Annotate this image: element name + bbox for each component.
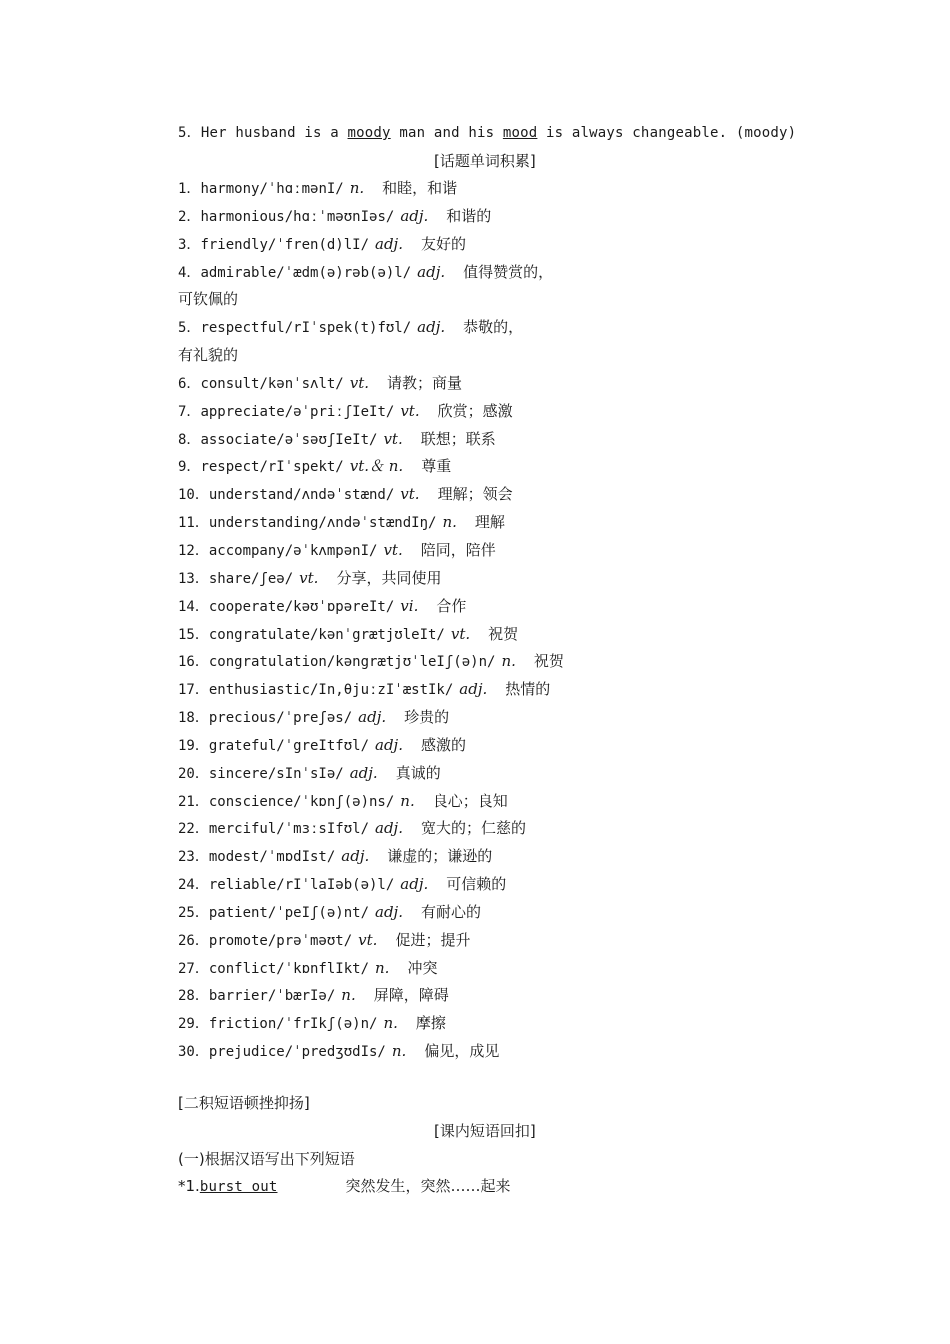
vocab-word: prejudice/ˈpredʒʊdIs/ [208, 1044, 386, 1061]
sentence-middle: man and his [390, 125, 503, 141]
vocab-meaning: 真诚的 [395, 763, 441, 782]
vocab-word: share/ʃeə/ [208, 570, 294, 587]
vocab-meaning: 摩擦 [415, 1014, 446, 1033]
phrase-answer: burst out [199, 1179, 278, 1195]
vocab-word: accompany/əˈkʌmpənI/ [208, 542, 378, 559]
vocab-number: 19． [178, 737, 209, 754]
vocab-part-of-speech: n. [442, 513, 457, 532]
vocab-part-of-speech: vt. [349, 373, 370, 392]
section2-heading: [二积短语顿挫抑扬] [178, 1094, 310, 1112]
vocab-word: promote/prəˈməʊt/ [208, 932, 353, 949]
vocab-meaning: 合作 [436, 596, 467, 615]
vocab-item [178, 902, 798, 930]
vocab-number: 30． [178, 1044, 209, 1061]
vocab-part-of-speech: vt. [383, 540, 403, 559]
vocab-word: conscience/ˈkɒnʃ(ə)ns/ [208, 793, 395, 810]
answer-mood: mood [502, 125, 538, 141]
vocab-item [178, 456, 798, 484]
vocab-item [178, 763, 798, 791]
vocab-number: 12． [178, 542, 209, 559]
vocab-number: 5． [178, 320, 201, 337]
vocab-part-of-speech: adj. [417, 318, 446, 337]
vocab-meaning: 祝贺 [533, 652, 564, 671]
vocab-word: sincere/sInˈsIə/ [208, 765, 344, 782]
vocab-meaning: 感激的 [420, 735, 466, 754]
vocab-word: conflict/ˈkɒnflIkt/ [208, 960, 370, 977]
vocab-part-of-speech: adj. [375, 735, 403, 754]
vocab-meaning: 和谐的 [446, 206, 492, 225]
example-sentence-5 [178, 123, 796, 143]
vocab-meaning: 珍贵的 [404, 708, 450, 727]
vocab-item [178, 401, 798, 429]
vocab-item [178, 624, 798, 652]
vocab-number: 8． [178, 431, 201, 448]
vocab-part-of-speech: adj. [375, 819, 403, 838]
vocab-number: 26． [178, 932, 209, 949]
vocab-number: 3． [178, 236, 201, 253]
vocab-part-of-speech: adj. [459, 680, 488, 699]
vocab-item [178, 512, 798, 540]
vocab-part-of-speech: adj. [349, 763, 378, 782]
vocab-meaning: 请教；商量 [387, 373, 463, 392]
vocab-number: 1． [178, 181, 201, 197]
vocab-list [178, 178, 798, 1069]
vocab-part-of-speech: adj. [375, 234, 403, 253]
vocab-item [178, 1041, 798, 1069]
vocab-meaning: 偏见，成见 [424, 1042, 500, 1061]
vocab-number: 27． [178, 960, 209, 977]
vocab-part-of-speech: vt. [383, 429, 403, 448]
vocab-number: 16． [178, 654, 209, 671]
vocab-item [178, 540, 798, 568]
vocab-number: 7． [178, 403, 201, 420]
phrases-heading: [课内短语回扣] [434, 1122, 536, 1140]
vocab-part-of-speech: n. [341, 986, 356, 1005]
vocab-number: 23． [178, 849, 209, 866]
vocab-number: 13． [178, 570, 209, 587]
vocab-number: 14． [178, 598, 209, 615]
vocab-number: 28． [178, 988, 209, 1005]
vocab-item [178, 178, 798, 206]
vocab-meaning: 祝贺 [488, 624, 519, 643]
vocab-word: patient/ˈpeIʃ(ə)nt/ [208, 904, 370, 921]
vocab-number: 20． [178, 765, 209, 782]
vocab-part-of-speech: vt. [450, 624, 471, 643]
vocab-word: respect/rIˈspekt/ [200, 459, 344, 476]
vocab-number: 21． [178, 793, 209, 810]
vocab-word: congratulate/kənˈgrætjʊleIt/ [208, 626, 445, 643]
vocab-word: modest/ˈmɒdIst/ [208, 849, 336, 866]
vocab-item [178, 707, 798, 735]
vocab-number: 25． [178, 904, 209, 921]
vocab-number: 11． [178, 515, 209, 532]
vocab-word: harmony/ˈhɑːmənI/ [200, 181, 344, 197]
vocab-part-of-speech: n. [391, 1042, 407, 1061]
vocab-word: understand/ʌndəˈstænd/ [208, 487, 395, 504]
vocab-part-of-speech: adj. [341, 847, 370, 866]
vocab-word: friction/ˈfrIkʃ(ə)n/ [208, 1016, 378, 1033]
vocab-meaning: 恭敬的， [463, 318, 524, 337]
vocab-meaning: 和睦，和谐 [382, 179, 458, 197]
vocab-part-of-speech: vt. [358, 930, 378, 949]
vocab-meaning-continued: 可钦佩的 [178, 290, 239, 309]
vocab-meaning: 理解；领会 [437, 485, 513, 504]
vocab-word: harmonious/hɑːˈməʊnIəs/ [200, 208, 395, 225]
vocab-part-of-speech: n. [349, 179, 365, 197]
vocab-meaning: 陪同，陪伴 [420, 540, 496, 559]
vocab-meaning: 谦虚的；谦逊的 [387, 847, 493, 866]
vocab-meaning: 值得赞赏的， [463, 262, 554, 281]
vocab-meaning: 冲突 [407, 958, 438, 977]
vocab-part-of-speech: adj. [400, 206, 429, 225]
sentence-prefix: 5．Her husband is a [178, 125, 348, 141]
vocab-number: 9． [178, 459, 201, 476]
vocab-item [178, 818, 798, 846]
vocab-item [178, 429, 798, 457]
vocab-word: congratulation/kəngrætjʊˈleIʃ(ə)n/ [208, 654, 496, 671]
answer-moody: moody [347, 125, 391, 141]
vocab-item [178, 985, 798, 1013]
phrase-number: *1. [178, 1177, 200, 1195]
vocab-item [178, 373, 798, 401]
vocab-word: grateful/ˈgreItfʊl/ [208, 737, 370, 754]
vocab-word: enthusiastic/In,θjuːzIˈæstIk/ [208, 682, 454, 699]
vocab-number: 2． [178, 208, 201, 225]
vocab-number: 24． [178, 877, 209, 894]
vocab-word: cooperate/kəʊˈɒpəreIt/ [208, 598, 395, 615]
vocab-item [178, 735, 798, 763]
vocab-part-of-speech: n. [501, 652, 516, 671]
vocab-meaning: 理解 [474, 513, 505, 532]
vocab-item [178, 568, 798, 596]
vocab-part-of-speech: adj. [400, 875, 429, 894]
vocab-part-of-speech: vt.＆ n. [349, 457, 404, 476]
vocab-word: merciful/ˈmɜːsIfʊl/ [208, 821, 370, 838]
vocab-word: respectful/rIˈspek(t)fʊl/ [200, 320, 412, 337]
vocab-word: associate/əˈsəʊʃIeIt/ [200, 431, 378, 448]
vocab-meaning: 宽大的；仁慈的 [420, 819, 526, 838]
vocab-number: 10． [178, 487, 209, 504]
vocab-item [178, 651, 798, 679]
vocab-item [178, 317, 798, 345]
vocab-item [178, 1013, 798, 1041]
vocab-part-of-speech: n. [400, 791, 415, 810]
vocab-number: 4． [178, 264, 201, 281]
vocab-part-of-speech: vi. [400, 596, 419, 615]
vocab-part-of-speech: adj. [417, 262, 446, 281]
vocab-item [178, 596, 798, 624]
vocab-meaning: 热情的 [505, 680, 551, 699]
vocab-part-of-speech: n. [383, 1014, 398, 1033]
vocab-word: barrier/ˈbærIə/ [208, 988, 336, 1005]
vocab-part-of-speech: vt. [400, 485, 420, 504]
vocab-word: friendly/ˈfren(d)lI/ [200, 236, 370, 253]
vocab-meaning: 促进；提升 [395, 930, 471, 949]
vocab-meaning-continued: 有礼貌的 [178, 346, 239, 365]
vocab-number: 6． [178, 375, 201, 392]
vocab-meaning: 良心；良知 [432, 791, 508, 810]
phrase-meaning: 突然发生，突然……起来 [345, 1177, 511, 1195]
vocab-item [178, 930, 798, 958]
vocab-meaning: 有耐心的 [420, 902, 481, 921]
vocab-word: understanding/ʌndəˈstændIŋ/ [208, 515, 437, 532]
sentence-suffix: is always changeable. (moody) [537, 125, 797, 141]
vocab-item [178, 874, 798, 902]
vocab-number: 17． [178, 682, 209, 699]
exercise-instruction: (一)根据汉语写出下列短语 [178, 1150, 355, 1168]
vocab-number: 29． [178, 1016, 209, 1033]
vocab-number: 22． [178, 821, 209, 838]
vocab-item [178, 679, 798, 707]
vocab-meaning: 尊重 [421, 457, 452, 476]
phrase-item-1 [178, 1176, 511, 1197]
vocab-word: appreciate/əˈpriːʃIeIt/ [200, 403, 395, 420]
vocab-part-of-speech: n. [375, 958, 390, 977]
vocab-word: reliable/rIˈlaIəb(ə)l/ [208, 877, 395, 894]
vocab-item [178, 234, 798, 262]
vocab-meaning: 可信赖的 [446, 875, 507, 894]
vocab-word: admirable/ˈædm(ə)rəb(ə)l/ [200, 264, 412, 281]
vocab-part-of-speech: vt. [400, 401, 420, 420]
vocab-item [178, 846, 798, 874]
topic-words-heading: [话题单词积累] [434, 152, 536, 170]
vocab-meaning: 友好的 [420, 234, 466, 253]
vocab-item [178, 791, 798, 819]
vocab-item [178, 958, 798, 986]
vocab-part-of-speech: adj. [375, 902, 403, 921]
vocab-item [178, 206, 798, 234]
vocab-meaning: 联想；联系 [420, 429, 496, 448]
vocab-part-of-speech: adj. [358, 708, 387, 727]
vocab-word: precious/ˈpreʃəs/ [208, 710, 353, 727]
vocab-meaning: 屏障，障碍 [373, 986, 449, 1005]
vocab-part-of-speech: vt. [299, 568, 319, 587]
vocab-number: 15． [178, 626, 209, 643]
vocab-item [178, 484, 798, 512]
vocab-word: consult/kənˈsʌlt/ [200, 375, 344, 392]
vocab-number: 18． [178, 710, 209, 727]
vocab-meaning: 分享，共同使用 [336, 568, 442, 587]
vocab-item [178, 262, 798, 290]
vocab-meaning: 欣赏；感激 [437, 401, 513, 420]
